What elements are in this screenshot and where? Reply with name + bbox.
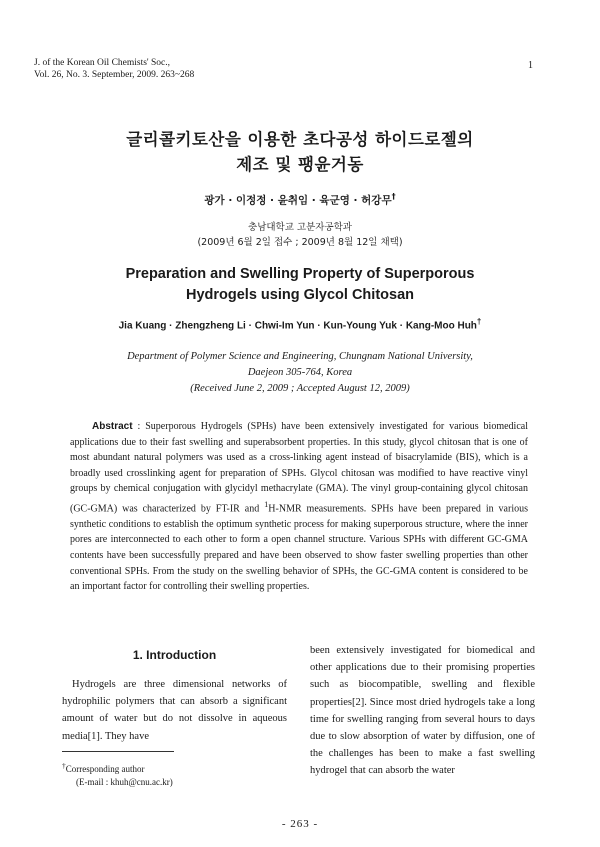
- intro-paragraph-left: Hydrogels are three dimensional networks of hydrophilic polymers that can absorb a significant amount of water but do not dissolve in aqueous media[1]. They have: [62, 679, 287, 742]
- journal-citation: [34, 57, 194, 81]
- korean-authors-names: 광가 · 이정정 · 윤취임 · 육군영 · 허강무: [204, 194, 392, 207]
- footer-page-number: - 263 -: [281, 818, 319, 830]
- english-dates: (Received June 2, 2009 ; Accepted August 12, 2009): [190, 383, 410, 394]
- abstract-text-a: Superporous Hydrogels (SPHs) have been extensively investigated for various biomedical applications due to their fast swelling and superabsorbent properties. In this study, glycol chitosan that is one of most abundant natural polymers was used as a cross-linking agent instead of bisacrylamide (BIS), which is a broadly used crosslinking agent for preparation of SPHs. Glycol chitosan was modified to have reactive vinyl groups by chemical conjugation with glycidyl methacrylate (GMA). The vinyl group-containing glycol chitosan (GC-GMA) was characterized by FT-IR and: [70, 421, 528, 515]
- english-affiliation-line-1: Department of Polymer Science and Engineering, Chungnam National University,: [127, 351, 473, 362]
- left-column: [62, 648, 287, 745]
- english-affiliation: [0, 349, 600, 397]
- english-title: [0, 264, 600, 306]
- page-number: 1: [528, 60, 533, 71]
- korean-affiliation: [0, 220, 600, 250]
- abstract-text-b: H-NMR measurements. SPHs have been prepared in various synthetic conditions to establish the optimum synthetic process for making superporous structure, where the inner pores are interconnected to each other to form a open channel structure. Various SPHs with different GC-GMA contents have been successfully prepared and have been observed to show faster swelling properties than other conventional SPHs. From the study on the swelling behavior of SPHs, the GC-GMA content is considered to be an important factor for controlling their swelling properties.: [70, 503, 528, 593]
- footnote: [62, 759, 173, 789]
- section-heading: 1. Introduction: [132, 648, 217, 662]
- korean-affiliation-dept: 충남대학교 고분자공학과: [248, 222, 352, 233]
- journal-line-1: J. of the Korean Oil Chemists' Soc.,: [34, 58, 171, 68]
- corresponding-mark: †: [476, 317, 482, 326]
- footnote-mark: †: [62, 761, 66, 770]
- right-column: [310, 642, 535, 780]
- korean-dates: (2009년 6월 2일 접수 ; 2009년 8월 12일 채택): [197, 237, 403, 248]
- english-title-line-2: Hydrogels using Glycol Chitosan: [185, 287, 414, 303]
- english-affiliation-line-2: Daejeon 305-764, Korea: [247, 367, 353, 378]
- abstract: [70, 419, 528, 595]
- footnote-email: (E-mail : khuh@cnu.ac.kr): [76, 777, 173, 787]
- abstract-separator: :: [132, 421, 146, 432]
- english-title-line-1: Preparation and Swelling Property of Superporous: [125, 266, 475, 282]
- korean-title-line-2: 제조 및 팽윤거동: [236, 155, 364, 174]
- english-authors: [0, 317, 600, 331]
- abstract-superscript: 1: [264, 499, 269, 509]
- footnote-divider: [62, 751, 174, 752]
- corresponding-mark: †: [391, 192, 396, 201]
- abstract-label: Abstract: [92, 421, 133, 432]
- journal-line-2: Vol. 26, No. 3. September, 2009. 263~268: [34, 70, 195, 80]
- korean-authors: [0, 192, 600, 208]
- intro-paragraph-right: been extensively investigated for biomedical and other applications due to their promising properties such as biocompatible, swelling and flexible properties[2]. Since most dried hydrogels take a long time for swelling ranging from several hours to days due to slow absorption of water by diffusion, one of the challenges has been to make a fast swelling hydrogel that can absorb the water: [310, 645, 535, 777]
- korean-title-line-1: 글리콜키토산을 이용한 초다공성 하이드로젤의: [126, 130, 474, 149]
- korean-title: [0, 127, 600, 177]
- english-authors-names: Jia Kuang · Zhengzheng Li · Chwi-Im Yun · Kun-Young Yuk · Kang-Moo Huh: [118, 320, 477, 332]
- footnote-label: Corresponding author: [65, 764, 145, 774]
